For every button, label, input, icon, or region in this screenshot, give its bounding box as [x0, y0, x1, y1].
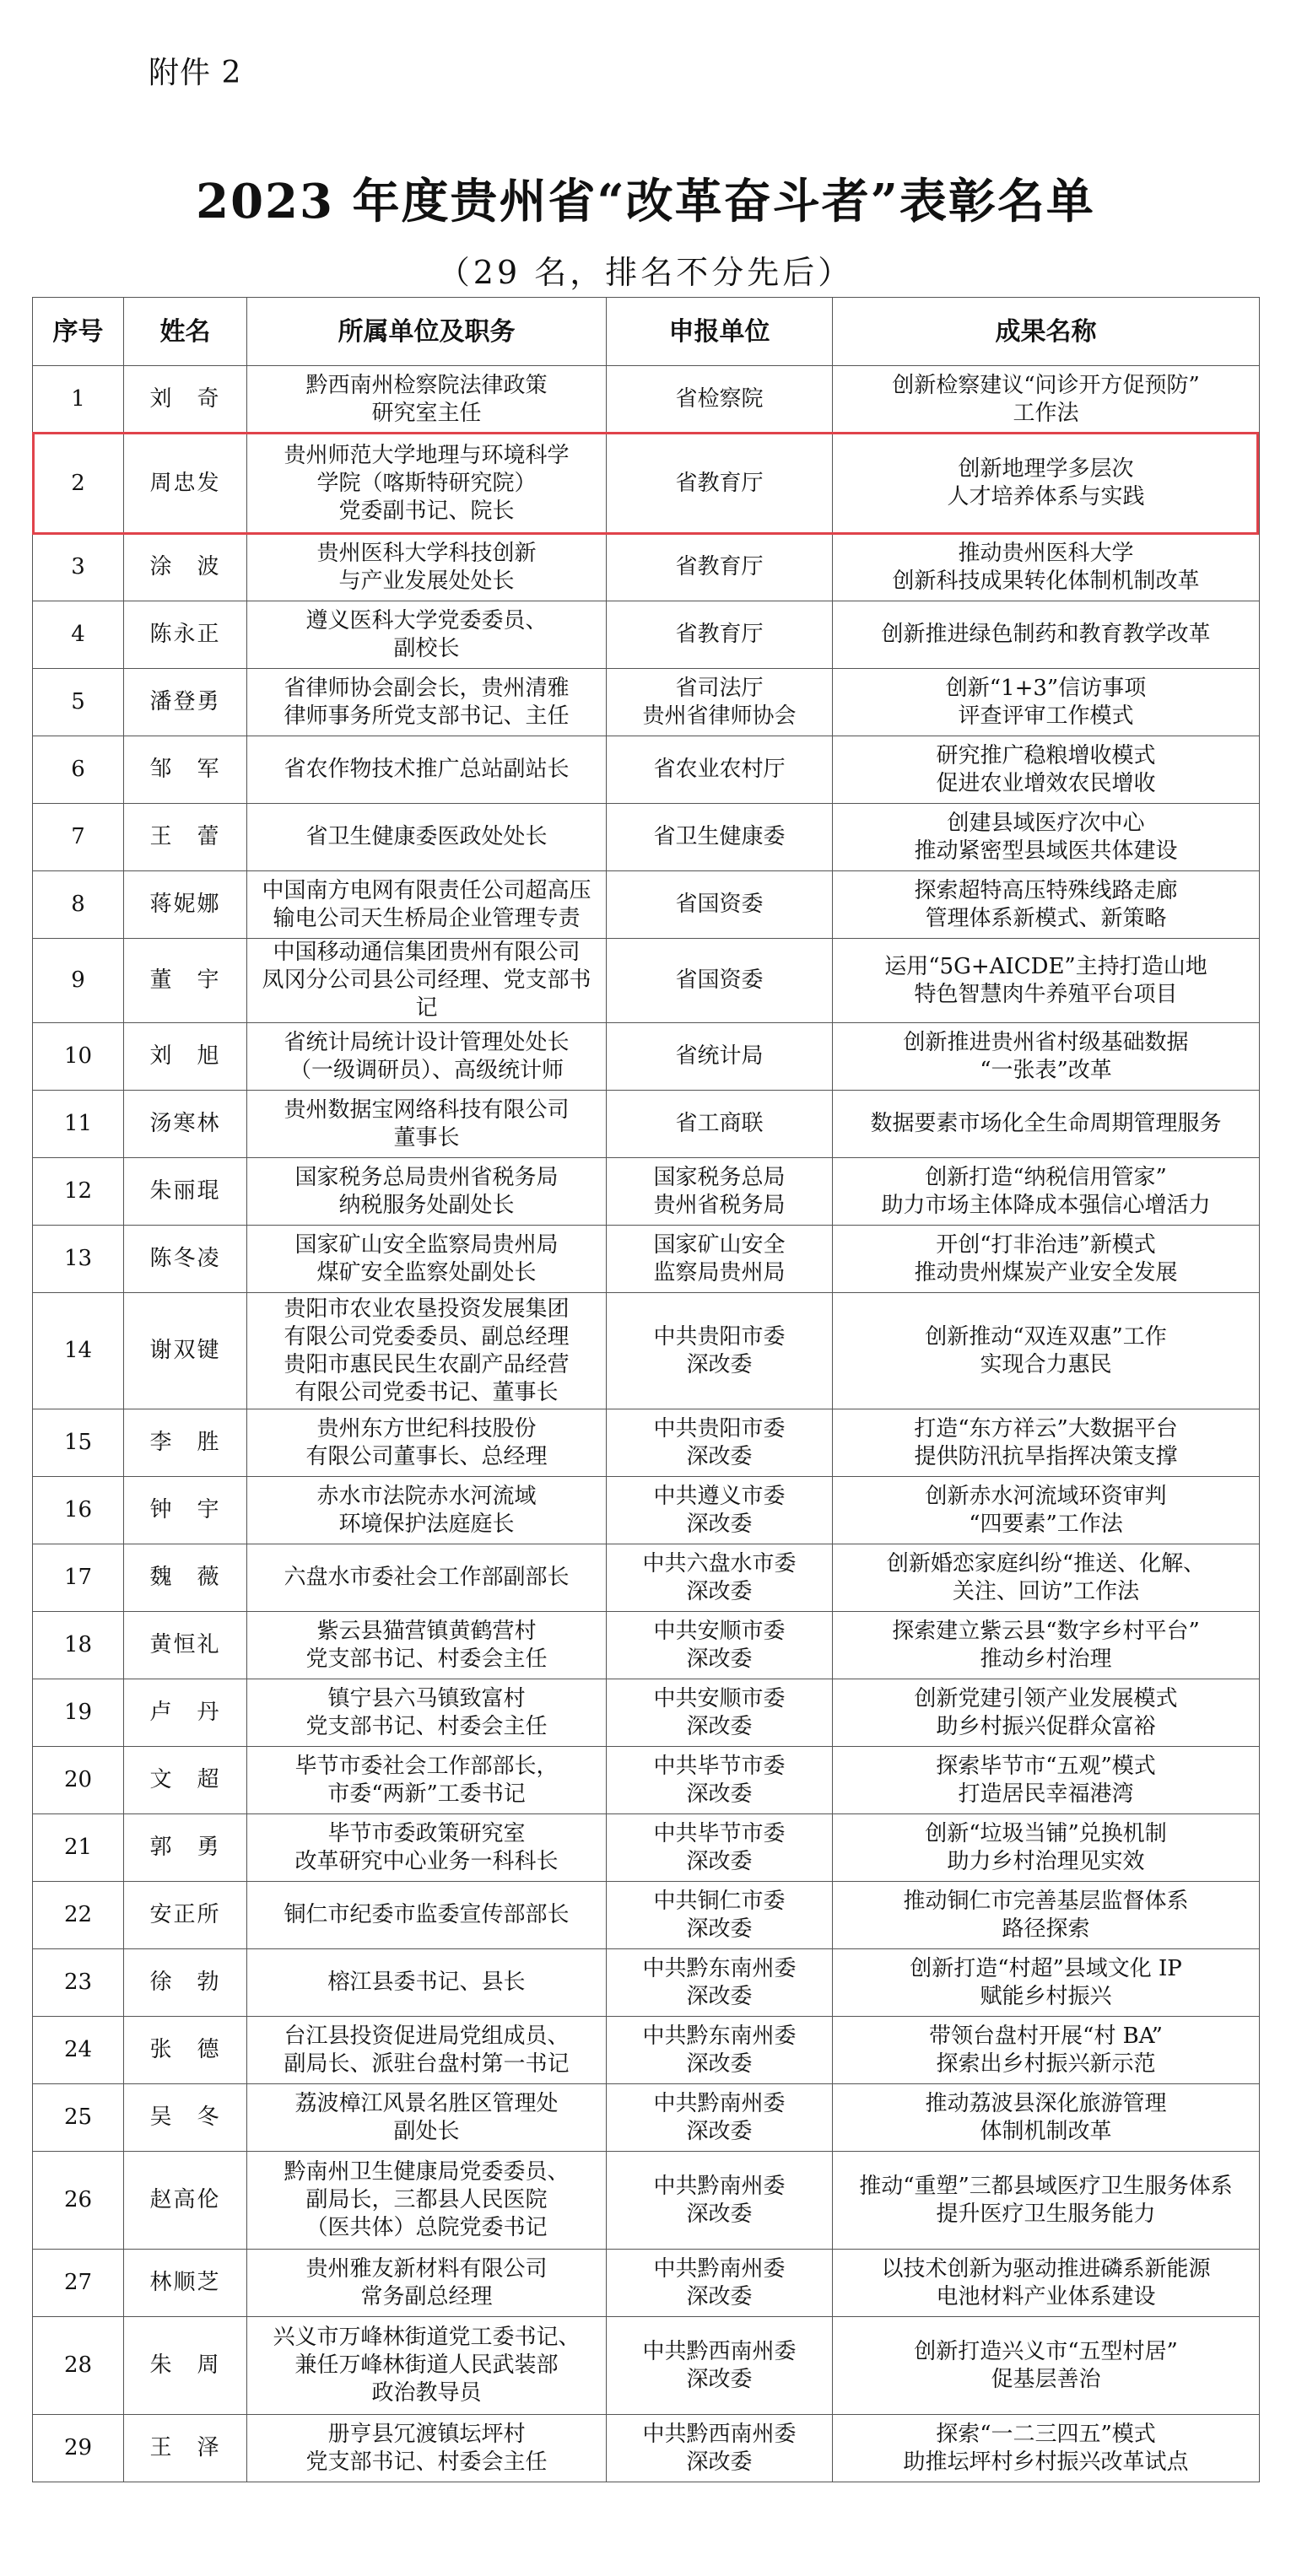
- cell-unit-position: 遵义医科大学党委委员、 副校长: [247, 601, 607, 669]
- cell-index: 25: [33, 2084, 124, 2152]
- cell-nominator: 中共黔南州委 深改委: [607, 2152, 833, 2250]
- cell-unit-position: 兴义市万峰林街道党工委书记、 兼任万峰林街道人民武装部 政治教导员: [247, 2317, 607, 2415]
- cell-achievement: 研究推广稳粮增收模式 促进农业增效农民增收: [833, 736, 1260, 804]
- cell-nominator: 省检察院: [607, 366, 833, 434]
- cell-unit-position: 贵州东方世纪科技股份 有限公司董事长、总经理: [247, 1409, 607, 1477]
- cell-name: 谢双键: [124, 1293, 247, 1409]
- table-row: [33, 736, 1260, 804]
- table-row: [33, 601, 1260, 669]
- cell-achievement: 推动铜仁市完善基层监督体系 路径探索: [833, 1882, 1260, 1949]
- cell-achievement: 创新打造“纳税信用管家” 助力市场主体降成本强信心增活力: [833, 1158, 1260, 1226]
- cell-index: 15: [33, 1409, 124, 1477]
- cell-achievement: 以技术创新为驱动推进磷系新能源 电池材料产业体系建设: [833, 2250, 1260, 2317]
- cell-achievement: 推动荔波县深化旅游管理 体制机制改革: [833, 2084, 1260, 2152]
- cell-index: 1: [33, 366, 124, 434]
- cell-nominator: 省农业农村厅: [607, 736, 833, 804]
- cell-nominator: 中共黔西南州委 深改委: [607, 2317, 833, 2415]
- cell-name: 邹 军: [124, 736, 247, 804]
- cell-name: 朱 周: [124, 2317, 247, 2415]
- cell-index: 4: [33, 601, 124, 669]
- table-row: [33, 2017, 1260, 2084]
- table-row: [33, 2317, 1260, 2415]
- cell-unit-position: 六盘水市委社会工作部副部长: [247, 1544, 607, 1612]
- cell-nominator: 中共安顺市委 深改委: [607, 1612, 833, 1679]
- cell-unit-position: 贵州雅友新材料有限公司 常务副总经理: [247, 2250, 607, 2317]
- cell-nominator: 中共遵义市委 深改委: [607, 1477, 833, 1544]
- cell-name: 周忠发: [124, 434, 247, 534]
- cell-nominator: 省卫生健康委: [607, 804, 833, 871]
- cell-name: 潘登勇: [124, 669, 247, 736]
- cell-index: 16: [33, 1477, 124, 1544]
- cell-index: 7: [33, 804, 124, 871]
- cell-index: 29: [33, 2415, 124, 2482]
- cell-unit-position: 台江县投资促进局党组成员、 副局长、派驻台盘村第一书记: [247, 2017, 607, 2084]
- cell-unit-position: 国家税务总局贵州省税务局 纳税服务处副处长: [247, 1158, 607, 1226]
- cell-nominator: 中共贵阳市委 深改委: [607, 1293, 833, 1409]
- cell-achievement: 探索毕节市“五观”模式 打造居民幸福港湾: [833, 1747, 1260, 1814]
- cell-nominator: 中共毕节市委 深改委: [607, 1814, 833, 1882]
- cell-achievement: 创新党建引领产业发展模式 助乡村振兴促群众富裕: [833, 1679, 1260, 1747]
- cell-unit-position: 荔波樟江风景名胜区管理处 副处长: [247, 2084, 607, 2152]
- cell-name: 张 德: [124, 2017, 247, 2084]
- cell-unit-position: 中国移动通信集团贵州有限公司 凤冈分公司县公司经理、党支部书记: [247, 939, 607, 1023]
- cell-nominator: 省司法厅 贵州省律师协会: [607, 669, 833, 736]
- table-row: [33, 1612, 1260, 1679]
- cell-achievement: 运用“5G+AICDE”主持打造山地 特色智慧肉牛养殖平台项目: [833, 939, 1260, 1023]
- cell-nominator: 中共六盘水市委 深改委: [607, 1544, 833, 1612]
- cell-nominator: 省教育厅: [607, 601, 833, 669]
- cell-achievement: 创新“1+3”信访事项 评查评审工作模式: [833, 669, 1260, 736]
- cell-achievement: 创新推进绿色制药和教育教学改革: [833, 601, 1260, 669]
- cell-index: 8: [33, 871, 124, 939]
- table-row: [33, 1158, 1260, 1226]
- cell-unit-position: 中国南方电网有限责任公司超高压 输电公司天生桥局企业管理专责: [247, 871, 607, 939]
- cell-name: 魏 薇: [124, 1544, 247, 1612]
- table-row: [33, 939, 1260, 1023]
- cell-index: 26: [33, 2152, 124, 2250]
- cell-index: 11: [33, 1091, 124, 1158]
- table-row: [33, 1091, 1260, 1158]
- table-row: [33, 669, 1260, 736]
- table-row: [33, 534, 1260, 601]
- cell-unit-position: 贵州数据宝网络科技有限公司 董事长: [247, 1091, 607, 1158]
- cell-name: 蒋妮娜: [124, 871, 247, 939]
- cell-achievement: 创新打造“村超”县域文化 IP 赋能乡村振兴: [833, 1949, 1260, 2017]
- cell-achievement: 探索超特高压特殊线路走廊 管理体系新模式、新策略: [833, 871, 1260, 939]
- cell-name: 董 宇: [124, 939, 247, 1023]
- cell-unit-position: 赤水市法院赤水河流域 环境保护法庭庭长: [247, 1477, 607, 1544]
- table-row: [33, 2415, 1260, 2482]
- table-row: [33, 1293, 1260, 1409]
- cell-nominator: 中共黔南州委 深改委: [607, 2250, 833, 2317]
- cell-achievement: 数据要素市场化全生命周期管理服务: [833, 1091, 1260, 1158]
- cell-unit-position: 贵阳市农业农垦投资发展集团 有限公司党委委员、副总经理 贵阳市惠民民生农副产品经营 有限公司党委书记、董事长: [247, 1293, 607, 1409]
- cell-achievement: 创新推动“双连双惠”工作 实现合力惠民: [833, 1293, 1260, 1409]
- cell-index: 6: [33, 736, 124, 804]
- cell-unit-position: 镇宁县六马镇致富村 党支部书记、村委会主任: [247, 1679, 607, 1747]
- cell-index: 14: [33, 1293, 124, 1409]
- cell-nominator: 省统计局: [607, 1023, 833, 1091]
- table-row: [33, 1949, 1260, 2017]
- cell-achievement: 开创“打非治违”新模式 推动贵州煤炭产业安全发展: [833, 1226, 1260, 1293]
- cell-achievement: 带领台盘村开展“村 BA” 探索出乡村振兴新示范: [833, 2017, 1260, 2084]
- cell-name: 汤寒林: [124, 1091, 247, 1158]
- table-row: [33, 1226, 1260, 1293]
- table-row: [33, 871, 1260, 939]
- table-row: [33, 1814, 1260, 1882]
- cell-index: 13: [33, 1226, 124, 1293]
- cell-unit-position: 黔南州卫生健康局党委委员、 副局长，三都县人民医院 （医共体）总院党委书记: [247, 2152, 607, 2250]
- cell-achievement: 打造“东方祥云”大数据平台 提供防汛抗旱指挥决策支撑: [833, 1409, 1260, 1477]
- cell-index: 23: [33, 1949, 124, 2017]
- cell-unit-position: 国家矿山安全监察局贵州局 煤矿安全监察处副处长: [247, 1226, 607, 1293]
- cell-unit-position: 毕节市委政策研究室 改革研究中心业务一科科长: [247, 1814, 607, 1882]
- cell-name: 王 蕾: [124, 804, 247, 871]
- cell-unit-position: 省卫生健康委医政处处长: [247, 804, 607, 871]
- cell-nominator: 中共黔东南州委 深改委: [607, 1949, 833, 2017]
- cell-unit-position: 铜仁市纪委市监委宣传部部长: [247, 1882, 607, 1949]
- cell-name: 刘 奇: [124, 366, 247, 434]
- cell-achievement: 创新打造兴义市“五型村居” 促基层善治: [833, 2317, 1260, 2415]
- cell-nominator: 国家税务总局 贵州省税务局: [607, 1158, 833, 1226]
- table-header-row: [33, 298, 1260, 366]
- column-header-index: 序号: [33, 298, 124, 366]
- cell-index: 28: [33, 2317, 124, 2415]
- cell-name: 刘 旭: [124, 1023, 247, 1091]
- table-row: [33, 2250, 1260, 2317]
- cell-unit-position: 省农作物技术推广总站副站长: [247, 736, 607, 804]
- cell-achievement: 创新检察建议“问诊开方促预防” 工作法: [833, 366, 1260, 434]
- cell-unit-position: 黔西南州检察院法律政策 研究室主任: [247, 366, 607, 434]
- honor-list-table: [32, 297, 1260, 2482]
- table-row: [33, 804, 1260, 871]
- table-row: [33, 366, 1260, 434]
- column-header-unit-position: 所属单位及职务: [247, 298, 607, 366]
- cell-name: 李 胜: [124, 1409, 247, 1477]
- cell-nominator: 省教育厅: [607, 434, 833, 534]
- cell-index: 22: [33, 1882, 124, 1949]
- cell-achievement: 探索“一二三四五”模式 助推坛坪村乡村振兴改革试点: [833, 2415, 1260, 2482]
- cell-achievement: 创新赤水河流域环资审判 “四要素”工作法: [833, 1477, 1260, 1544]
- cell-unit-position: 省律师协会副会长，贵州清雅 律师事务所党支部书记、主任: [247, 669, 607, 736]
- cell-achievement: 探索建立紫云县“数字乡村平台” 推动乡村治理: [833, 1612, 1260, 1679]
- cell-achievement: 创建县域医疗次中心 推动紧密型县域医共体建设: [833, 804, 1260, 871]
- cell-achievement: 推动贵州医科大学 创新科技成果转化体制机制改革: [833, 534, 1260, 601]
- table-row: [33, 1409, 1260, 1477]
- cell-name: 黄恒礼: [124, 1612, 247, 1679]
- cell-achievement: 创新地理学多层次 人才培养体系与实践: [833, 434, 1260, 534]
- cell-name: 林顺芝: [124, 2250, 247, 2317]
- cell-name: 陈永正: [124, 601, 247, 669]
- cell-nominator: 省国资委: [607, 871, 833, 939]
- cell-name: 郭 勇: [124, 1814, 247, 1882]
- table-body: [33, 366, 1260, 2482]
- cell-name: 文 超: [124, 1747, 247, 1814]
- cell-index: 10: [33, 1023, 124, 1091]
- cell-index: 27: [33, 2250, 124, 2317]
- cell-nominator: 省国资委: [607, 939, 833, 1023]
- cell-nominator: 中共安顺市委 深改委: [607, 1679, 833, 1747]
- cell-nominator: 中共毕节市委 深改委: [607, 1747, 833, 1814]
- cell-index: 24: [33, 2017, 124, 2084]
- cell-name: 朱丽琨: [124, 1158, 247, 1226]
- cell-unit-position: 省统计局统计设计管理处处长 （一级调研员）、高级统计师: [247, 1023, 607, 1091]
- cell-nominator: 中共黔南州委 深改委: [607, 2084, 833, 2152]
- cell-index: 2: [33, 434, 124, 534]
- cell-unit-position: 贵州师范大学地理与环境科学 学院（喀斯特研究院） 党委副书记、院长: [247, 434, 607, 534]
- cell-index: 21: [33, 1814, 124, 1882]
- cell-unit-position: 榕江县委书记、县长: [247, 1949, 607, 2017]
- cell-unit-position: 紫云县猫营镇黄鹤营村 党支部书记、村委会主任: [247, 1612, 607, 1679]
- table-row: [33, 2152, 1260, 2250]
- cell-name: 赵高伦: [124, 2152, 247, 2250]
- cell-nominator: 省教育厅: [607, 534, 833, 601]
- table-row: [33, 1882, 1260, 1949]
- cell-index: 3: [33, 534, 124, 601]
- table-row: [33, 1747, 1260, 1814]
- cell-index: 18: [33, 1612, 124, 1679]
- cell-unit-position: 毕节市委社会工作部部长， 市委“两新”工委书记: [247, 1747, 607, 1814]
- cell-name: 陈冬凌: [124, 1226, 247, 1293]
- cell-achievement: 创新“垃圾当铺”兑换机制 助力乡村治理见实效: [833, 1814, 1260, 1882]
- cell-name: 徐 勃: [124, 1949, 247, 2017]
- cell-unit-position: 册亨县冗渡镇坛坪村 党支部书记、村委会主任: [247, 2415, 607, 2482]
- attachment-label: 附件 2: [149, 56, 242, 90]
- cell-index: 9: [33, 939, 124, 1023]
- cell-unit-position: 贵州医科大学科技创新 与产业发展处处长: [247, 534, 607, 601]
- cell-name: 卢 丹: [124, 1679, 247, 1747]
- table-row: [33, 2084, 1260, 2152]
- cell-index: 17: [33, 1544, 124, 1612]
- cell-nominator: 国家矿山安全 监察局贵州局: [607, 1226, 833, 1293]
- document-subtitle: （29 名，排名不分先后）: [437, 254, 854, 291]
- table-row: [33, 1679, 1260, 1747]
- cell-name: 涂 波: [124, 534, 247, 601]
- cell-name: 安正所: [124, 1882, 247, 1949]
- table-row: [33, 1477, 1260, 1544]
- cell-name: 王 泽: [124, 2415, 247, 2482]
- column-header-nominator: 申报单位: [607, 298, 833, 366]
- cell-nominator: 中共铜仁市委 深改委: [607, 1882, 833, 1949]
- cell-index: 20: [33, 1747, 124, 1814]
- cell-nominator: 中共黔东南州委 深改委: [607, 2017, 833, 2084]
- table-row: [33, 434, 1260, 534]
- table-row: [33, 1023, 1260, 1091]
- cell-achievement: 创新婚恋家庭纠纷“推送、化解、 关注、回访”工作法: [833, 1544, 1260, 1612]
- cell-name: 钟 宇: [124, 1477, 247, 1544]
- cell-achievement: 推动“重塑”三都县域医疗卫生服务体系 提升医疗卫生服务能力: [833, 2152, 1260, 2250]
- cell-nominator: 省工商联: [607, 1091, 833, 1158]
- column-header-achievement: 成果名称: [833, 298, 1260, 366]
- document-title: 2023 年度贵州省“改革奋斗者”表彰名单: [196, 174, 1095, 229]
- cell-achievement: 创新推进贵州省村级基础数据 “一张表”改革: [833, 1023, 1260, 1091]
- cell-name: 吴 冬: [124, 2084, 247, 2152]
- table-row: [33, 1544, 1260, 1612]
- column-header-name: 姓名: [124, 298, 247, 366]
- cell-nominator: 中共贵阳市委 深改委: [607, 1409, 833, 1477]
- cell-index: 5: [33, 669, 124, 736]
- cell-nominator: 中共黔西南州委 深改委: [607, 2415, 833, 2482]
- cell-index: 19: [33, 1679, 124, 1747]
- cell-index: 12: [33, 1158, 124, 1226]
